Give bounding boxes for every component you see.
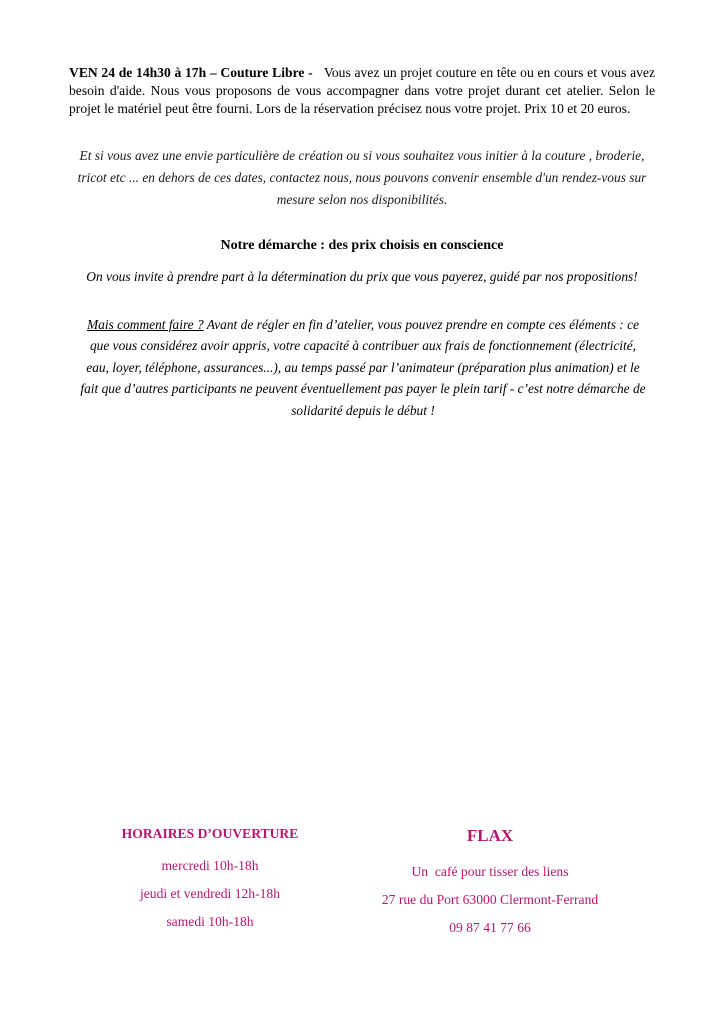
opening-hours-line: jeudi et vendredi 12h-18h <box>139 886 281 901</box>
opening-hours <box>95 824 325 936</box>
event-text: Vous avez un projet couture en tête ou en cours et vous avez besoin d'aide. Nous vous proposons de vous accompagner dans votre projet durant cet atelier. Selon le projet le matériel peut être fourni. Lors de la réservation précisez nous votre projet. Prix 10 et 20 euros. <box>69 65 655 116</box>
pricing-approach-text: Avant de régler en fin d’atelier, vous pouvez prendre en compte ces éléments : ce que vous considérez avoir appris, votre capacité à contribuer aux frais de fonctionnement (électricité, eau, loyer, téléphone, assurances...), au temps passé par l’animateur (préparation plus animation) et le fait que d’autres participants ne peuvent éventuellement pas payer le plein tarif - c’est notre démarche de solidarité depuis le début ! <box>80 317 646 418</box>
event-paragraph <box>69 64 655 118</box>
flax-tagline: Un café pour tisser des liens <box>411 864 569 879</box>
flax-name: FLAX <box>466 826 514 845</box>
flax-address: 27 rue du Port 63000 Clermont-Ferrand <box>381 892 599 907</box>
pricing-approach-lead: Mais comment faire ? <box>87 317 204 332</box>
pricing-approach-title: Notre démarche : des prix choisis en conscience <box>220 238 504 253</box>
opening-hours-title: HORAIRES D’OUVERTURE <box>121 826 299 841</box>
custom-request-note: Et si vous avez une envie particulière de création ou si vous souhaitez vous initier à la couture , broderie, tricot etc ... en dehors de ces dates, contactez nous, nous pouvons convenir ensemble d'un rendez-vous sur mesure selon nos disponibilités. <box>77 148 647 207</box>
pricing-approach-body <box>80 314 646 421</box>
opening-hours-line: samedi 10h-18h <box>166 914 254 929</box>
opening-hours-line: mercredi 10h-18h <box>161 858 259 873</box>
pricing-approach-intro: On vous invite à prendre part à la détermination du prix que vous payerez, guidé par nos propositions! <box>86 269 638 284</box>
flax-contact <box>355 824 625 942</box>
flax-phone: 09 87 41 77 66 <box>449 920 531 935</box>
event-heading: VEN 24 de 14h30 à 17h – Couture Libre - <box>69 65 313 80</box>
